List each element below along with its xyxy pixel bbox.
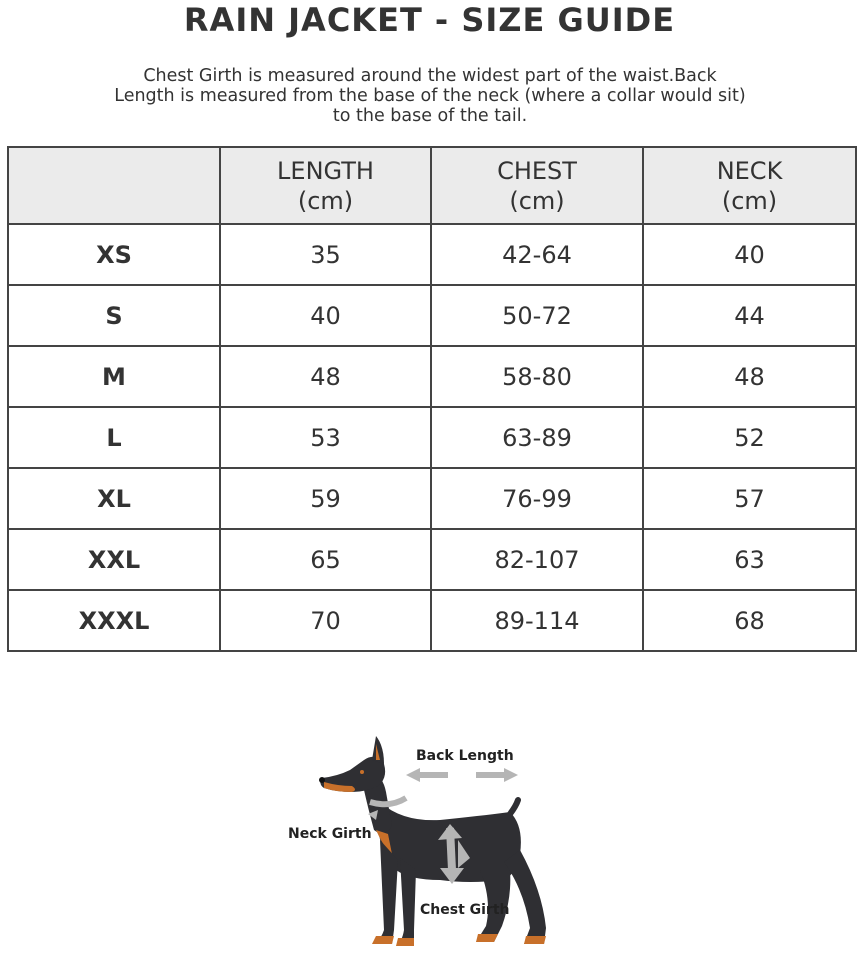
chest-cell: 82-107 — [431, 529, 643, 590]
header-row — [8, 147, 856, 224]
chest-cell: 42-64 — [431, 224, 643, 285]
header-unit: (cm) — [721, 186, 778, 215]
intro-line: to the base of the tail. — [332, 106, 528, 126]
header-unit: (cm) — [509, 186, 565, 215]
table-row — [8, 590, 856, 651]
length-cell: 35 — [220, 224, 431, 285]
neck-cell: 57 — [643, 468, 856, 529]
intro-text — [60, 66, 800, 126]
table-row — [8, 529, 856, 590]
page-title: RAIN JACKET - SIZE GUIDE — [183, 1, 676, 39]
neck-cell: 48 — [643, 346, 856, 407]
intro-line: Length is measured from the base of the neck (where a collar would sit) — [114, 86, 746, 106]
size-cell: S — [8, 285, 220, 346]
length-cell: 40 — [220, 285, 431, 346]
header-length — [220, 147, 431, 224]
neck-cell: 63 — [643, 529, 856, 590]
neck-cell: 52 — [643, 407, 856, 468]
doberman-illustration — [280, 730, 580, 960]
chest-cell: 89-114 — [431, 590, 643, 651]
chest-cell: 50-72 — [431, 285, 643, 346]
table-row — [8, 346, 856, 407]
size-cell: XXXL — [8, 590, 220, 651]
table-row — [8, 285, 856, 346]
header-chest — [431, 147, 643, 224]
size-cell: XXL — [8, 529, 220, 590]
neck-cell: 40 — [643, 224, 856, 285]
size-cell: XS — [8, 224, 220, 285]
size-cell: XL — [8, 468, 220, 529]
neck-cell: 44 — [643, 285, 856, 346]
chest-cell: 76-99 — [431, 468, 643, 529]
chest-cell: 63-89 — [431, 407, 643, 468]
size-cell: M — [8, 346, 220, 407]
length-cell: 59 — [220, 468, 431, 529]
header-name: LENGTH — [277, 156, 374, 185]
header-name: CHEST — [497, 156, 577, 185]
header-unit: (cm) — [297, 186, 354, 215]
length-cell: 65 — [220, 529, 431, 590]
table-row — [8, 224, 856, 285]
length-cell: 53 — [220, 407, 431, 468]
table-row — [8, 468, 856, 529]
neck-girth-label: Neck Girth — [288, 826, 372, 842]
intro-line: Chest Girth is measured around the widest part of the waist.Back — [143, 66, 717, 86]
size-table — [7, 146, 857, 652]
size-cell: L — [8, 407, 220, 468]
table-row — [8, 407, 856, 468]
length-cell: 70 — [220, 590, 431, 651]
header-size — [8, 147, 220, 224]
length-cell: 48 — [220, 346, 431, 407]
back-length-label: Back Length — [416, 748, 514, 764]
chest-girth-label: Chest Girth — [420, 902, 510, 918]
neck-cell: 68 — [643, 590, 856, 651]
header-name: NECK — [716, 156, 783, 185]
chest-cell: 58-80 — [431, 346, 643, 407]
dog-measurement-figure — [280, 730, 580, 960]
header-neck — [643, 147, 856, 224]
